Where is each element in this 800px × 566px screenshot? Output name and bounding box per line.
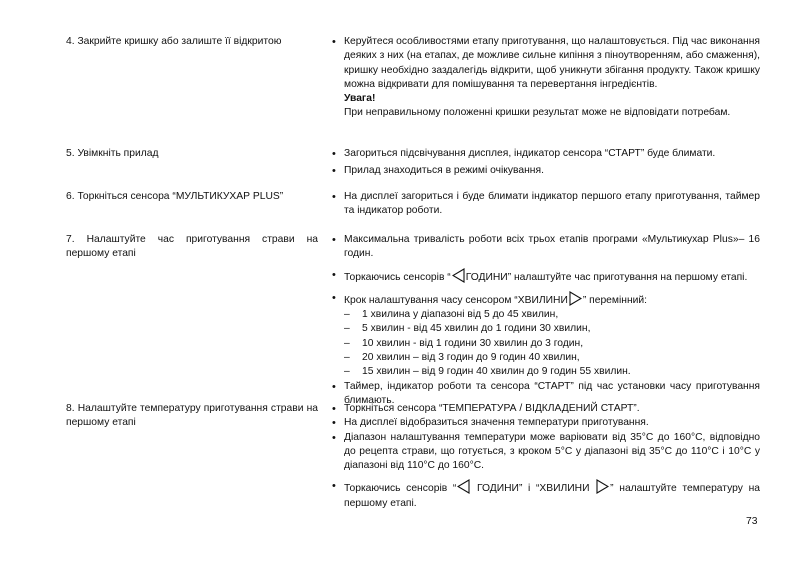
step-7-dash-2: – 5 хвилин - від 45 хвилин до 1 години 30 хвилин, [330, 322, 760, 336]
triangle-left-icon [452, 268, 465, 283]
step-5-bullet-1: • Загориться підсвічування дисплея, індикатор сенсора “СТАРТ” буде блимати. [330, 147, 760, 161]
step-8-bullet-3: • Діапазон налаштування температури може варіювати від 35°С до 160°С, відповідно до рецепта страви, що готується, з кроком 5°С у діапазоні від 35°С до 110°С і 10°С у діапазоні від 110°С до 160°С. [330, 431, 760, 474]
step-7-bullet-3-post: ” перемінний: [582, 294, 648, 306]
step-8-bullet-4-pre: Торкаючись сенсорів “ [344, 483, 457, 495]
step-8-label: 8. Налаштуйте температуру приготування страви на першому етапі [66, 403, 318, 429]
step-8-bullet-4 [330, 479, 760, 511]
warning-text: При неправильному положенні кришки результат може не відповідати потребам. [344, 107, 731, 119]
triangle-right-icon [569, 291, 582, 306]
step-8-bullet-4-post: ” налаштуйте температуру на першому етапі. [344, 483, 760, 509]
step-7-bullet-1: • Максимальна тривалість роботи всіх трьох етапів програми «Мультикухар Plus»– 16 годин. [330, 233, 760, 262]
step-7-bullet-3 [330, 291, 760, 308]
step-7-bullet-2-pre: Торкаючись сенсорів “ [344, 271, 451, 283]
step-6-label: 6. Торкніться сенсора “МУЛЬТИКУХАР PLUS” [66, 191, 284, 202]
step-8-bullet-2: • На дисплеї відобразиться значення температури приготування. [330, 416, 760, 430]
step-7-dash-3: – 10 хвилин - від 1 години 30 хвилин до 3 годин, [330, 337, 760, 351]
page-number: 73 [746, 516, 758, 527]
step-7-bullet-3-pre: Крок налаштування часу сенсором “ХВИЛИНИ [344, 294, 568, 306]
warning-title: Увага! [344, 93, 376, 105]
step-6-bullet-1: • На дисплеї загориться і буде блимати індикатор першого етапу приготування, таймер та індикатор роботи. [330, 190, 760, 219]
step-5-bullet-2: • Прилад знаходиться в режимі очікування. [330, 164, 760, 178]
step-4-text: • Керуйтеся особливостями етапу приготування, що налаштовується. Під час виконання деяких з них (на етапах, де можливе сильне кипіння з піноутворенням, або смаження), кришку необхідно заздалегідь відкрити, щоб уникнути збігання продукту. Також кришку можна відкривати для помішування та перевертання інгредієнтів. [330, 35, 760, 92]
step-7-dash-5: – 15 хвилин – від 9 годин 40 хвилин до 9 годин 55 хвилин. [330, 365, 760, 379]
step-7-bullet-2-text: ГОДИНИ” налаштуйте час приготування на першому етапі. [465, 271, 748, 283]
triangle-left-icon [457, 479, 470, 494]
step-5-label: 5. Увімкніть прилад [66, 148, 159, 159]
triangle-right-icon [596, 479, 609, 494]
step-7-dash-4: – 20 хвилин – від 3 годин до 9 годин 40 хвилин, [330, 351, 760, 365]
step-7-label: 7. Налаштуйте час приготування страви на першому етапі [66, 234, 318, 260]
step-8-bullet-1: • Торкніться сенсора “ТЕМПЕРАТУРА / ВІДКЛАДЕНИЙ СТАРТ”. [330, 402, 760, 416]
step-7-dash-1: – 1 хвилина у діапазоні від 5 до 45 хвилин, [330, 308, 760, 322]
step-7-bullet-4: • Таймер, індикатор роботи та сенсора “СТАРТ” під час установки часу приготування блимають. [330, 380, 760, 409]
step-4-label: 4. Закрийте кришку або залиште її відкритою [66, 36, 282, 47]
step-8-bullet-4-mid: ГОДИНИ” і “ХВИЛИНИ [471, 483, 596, 495]
step-7-bullet-2 [330, 268, 760, 285]
